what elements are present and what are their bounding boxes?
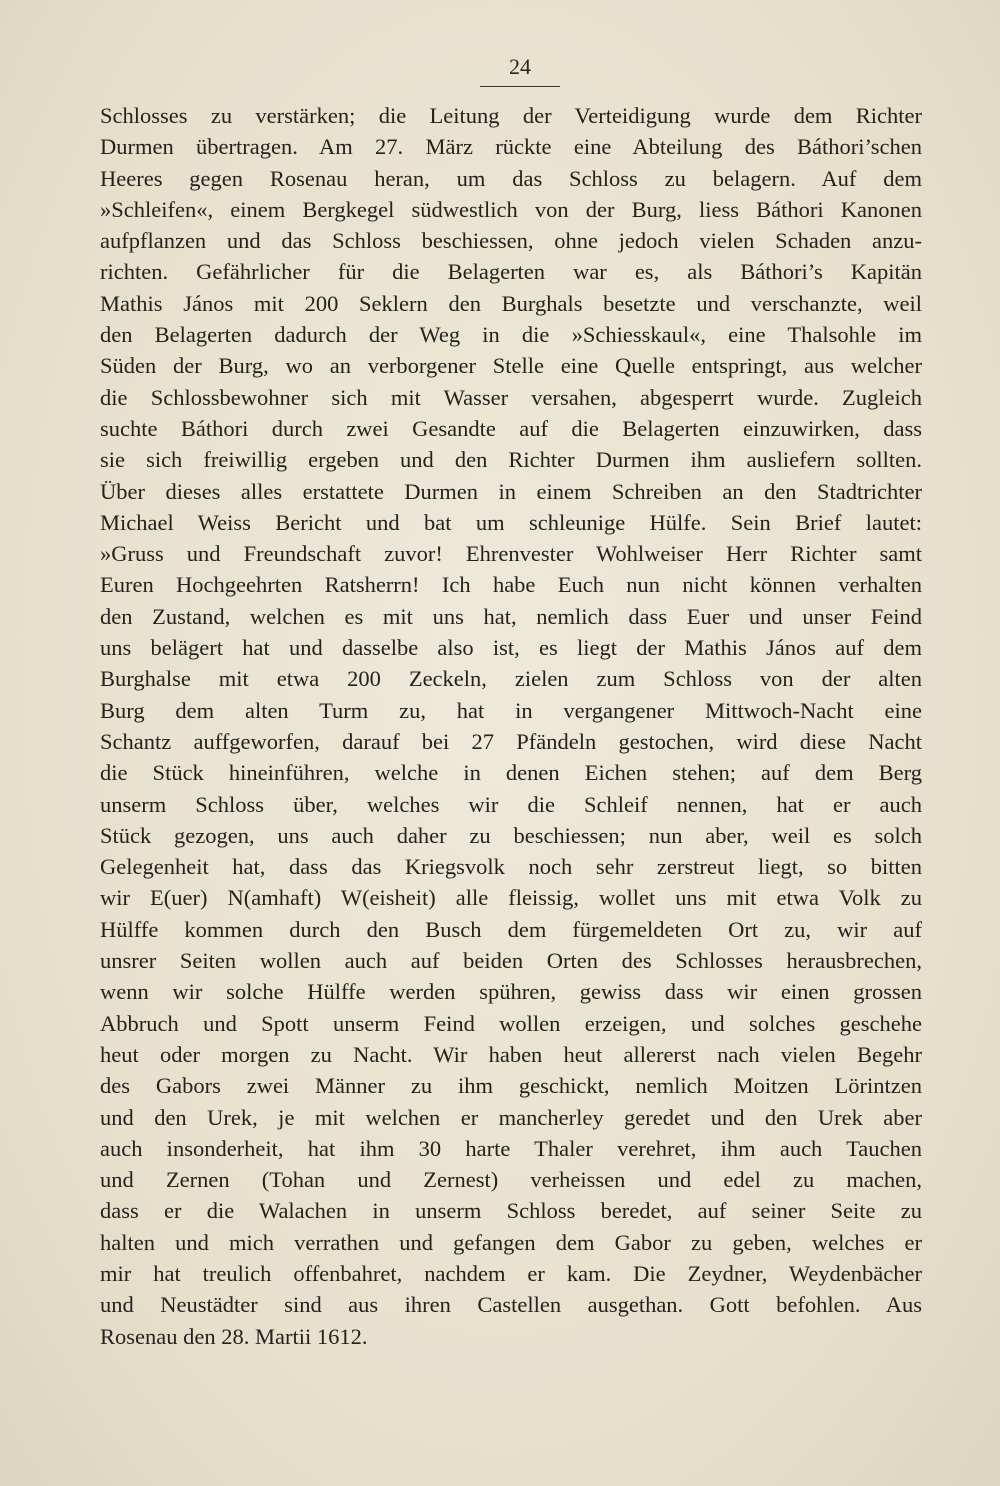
- page-number: 24: [509, 54, 531, 79]
- text-line: sie sich freiwillig ergeben und den Richter Durmen ihm ausliefern sollten.: [100, 447, 922, 473]
- text-line: auch insonderheit, hat ihm 30 harte Thaler verehret, ihm auch Tauchen: [100, 1135, 922, 1161]
- body-text: [100, 100, 922, 1352]
- text-line: den Zustand, welchen es mit uns hat, nemlich dass Euer und unser Feind: [100, 603, 922, 629]
- text-line: Hülffe kommen durch den Busch dem fürgemeldeten Ort zu, wir auf: [100, 916, 922, 942]
- text-line: und Neustädter sind aus ihren Castellen ausgethan. Gott befohlen. Aus: [100, 1292, 922, 1318]
- text-line: Schantz auffgeworfen, darauf bei 27 Pfändeln gestochen, wird diese Nacht: [100, 728, 922, 754]
- text-line: Euren Hochgeehrten Ratsherrn! Ich habe Euch nun nicht können verhalten: [100, 572, 922, 598]
- text-line: Michael Weiss Bericht und bat um schleunige Hülfe. Sein Brief lautet:: [100, 509, 922, 535]
- text-line: halten und mich verrathen und gefangen dem Gabor zu geben, welches er: [100, 1229, 922, 1255]
- text-line: Süden der Burg, wo an verborgener Stelle eine Quelle entspringt, aus welcher: [100, 353, 922, 379]
- text-line: die Schlossbewohner sich mit Wasser versahen, abgesperrt wurde. Zugleich: [100, 384, 922, 410]
- text-line: unsrer Seiten wollen auch auf beiden Orten des Schlosses herausbrechen,: [100, 948, 922, 974]
- text-line: und Zernen (Tohan und Zernest) verheissen und edel zu machen,: [100, 1167, 922, 1193]
- text-line: die Stück hineinführen, welche in denen Eichen stehen; auf dem Berg: [100, 760, 922, 786]
- text-line: heut oder morgen zu Nacht. Wir haben heut allererst nach vielen Begehr: [100, 1041, 922, 1067]
- text-line: »Gruss und Freundschaft zuvor! Ehrenvester Wohlweiser Herr Richter samt: [100, 541, 922, 567]
- text-line: suchte Báthori durch zwei Gesandte auf die Belagerten einzuwirken, dass: [100, 415, 922, 441]
- text-line: aufpflanzen und das Schloss beschiessen, ohne jedoch vielen Schaden anzu-: [100, 228, 922, 254]
- text-line: Burghalse mit etwa 200 Zeckeln, zielen zum Schloss von der alten: [100, 666, 922, 692]
- text-line: wir E(uer) N(amhaft) W(eisheit) alle fleissig, wollet uns mit etwa Volk zu: [100, 885, 922, 911]
- text-line: mir hat treulich offenbahret, nachdem er kam. Die Zeydner, Weydenbächer: [100, 1260, 922, 1286]
- text-line: richten. Gefährlicher für die Belagerten war es, als Báthori’s Kapitän: [100, 259, 922, 285]
- text-line: Gelegenheit hat, dass das Kriegsvolk noch sehr zerstreut liegt, so bitten: [100, 854, 922, 880]
- text-line: dass er die Walachen in unserm Schloss beredet, auf seiner Seite zu: [100, 1198, 922, 1224]
- text-line: uns belägert hat und dasselbe also ist, es liegt der Mathis János auf dem: [100, 635, 922, 661]
- text-line: wenn wir solche Hülffe werden spühren, gewiss dass wir einen grossen: [100, 979, 922, 1005]
- text-line: Heeres gegen Rosenau heran, um das Schloss zu belagern. Auf dem: [100, 165, 922, 191]
- text-line: Mathis János mit 200 Seklern den Burghals besetzte und verschanzte, weil: [100, 290, 922, 316]
- text-line: Über dieses alles erstattete Durmen in einem Schreiben an den Stadtrichter: [100, 478, 922, 504]
- page-number-rule: [480, 86, 560, 87]
- text-line: Durmen übertragen. Am 27. März rückte eine Abteilung des Báthori’schen: [100, 134, 922, 160]
- text-line-last: Rosenau den 28. Martii 1612.: [100, 1323, 368, 1349]
- text-line: unserm Schloss über, welches wir die Schleif nennen, hat er auch: [100, 791, 922, 817]
- text-line: »Schleifen«, einem Bergkegel südwestlich von der Burg, liess Báthori Kanonen: [100, 196, 922, 222]
- text-line: Abbruch und Spott unserm Feind wollen erzeigen, und solches geschehe: [100, 1010, 922, 1036]
- text-line: Stück gezogen, uns auch daher zu beschiessen; nun aber, weil es solch: [100, 822, 922, 848]
- text-line: Schlosses zu verstärken; die Leitung der Verteidigung wurde dem Richter: [100, 103, 922, 128]
- text-line: des Gabors zwei Männer zu ihm geschickt, nemlich Moitzen Lörintzen: [100, 1073, 922, 1099]
- text-line: den Belagerten dadurch der Weg in die »Schiesskaul«, eine Thalsohle im: [100, 322, 922, 348]
- text-line: und den Urek, je mit welchen er mancherley geredet und den Urek aber: [100, 1104, 922, 1130]
- text-line: Burg dem alten Turm zu, hat in vergangener Mittwoch-Nacht eine: [100, 697, 922, 723]
